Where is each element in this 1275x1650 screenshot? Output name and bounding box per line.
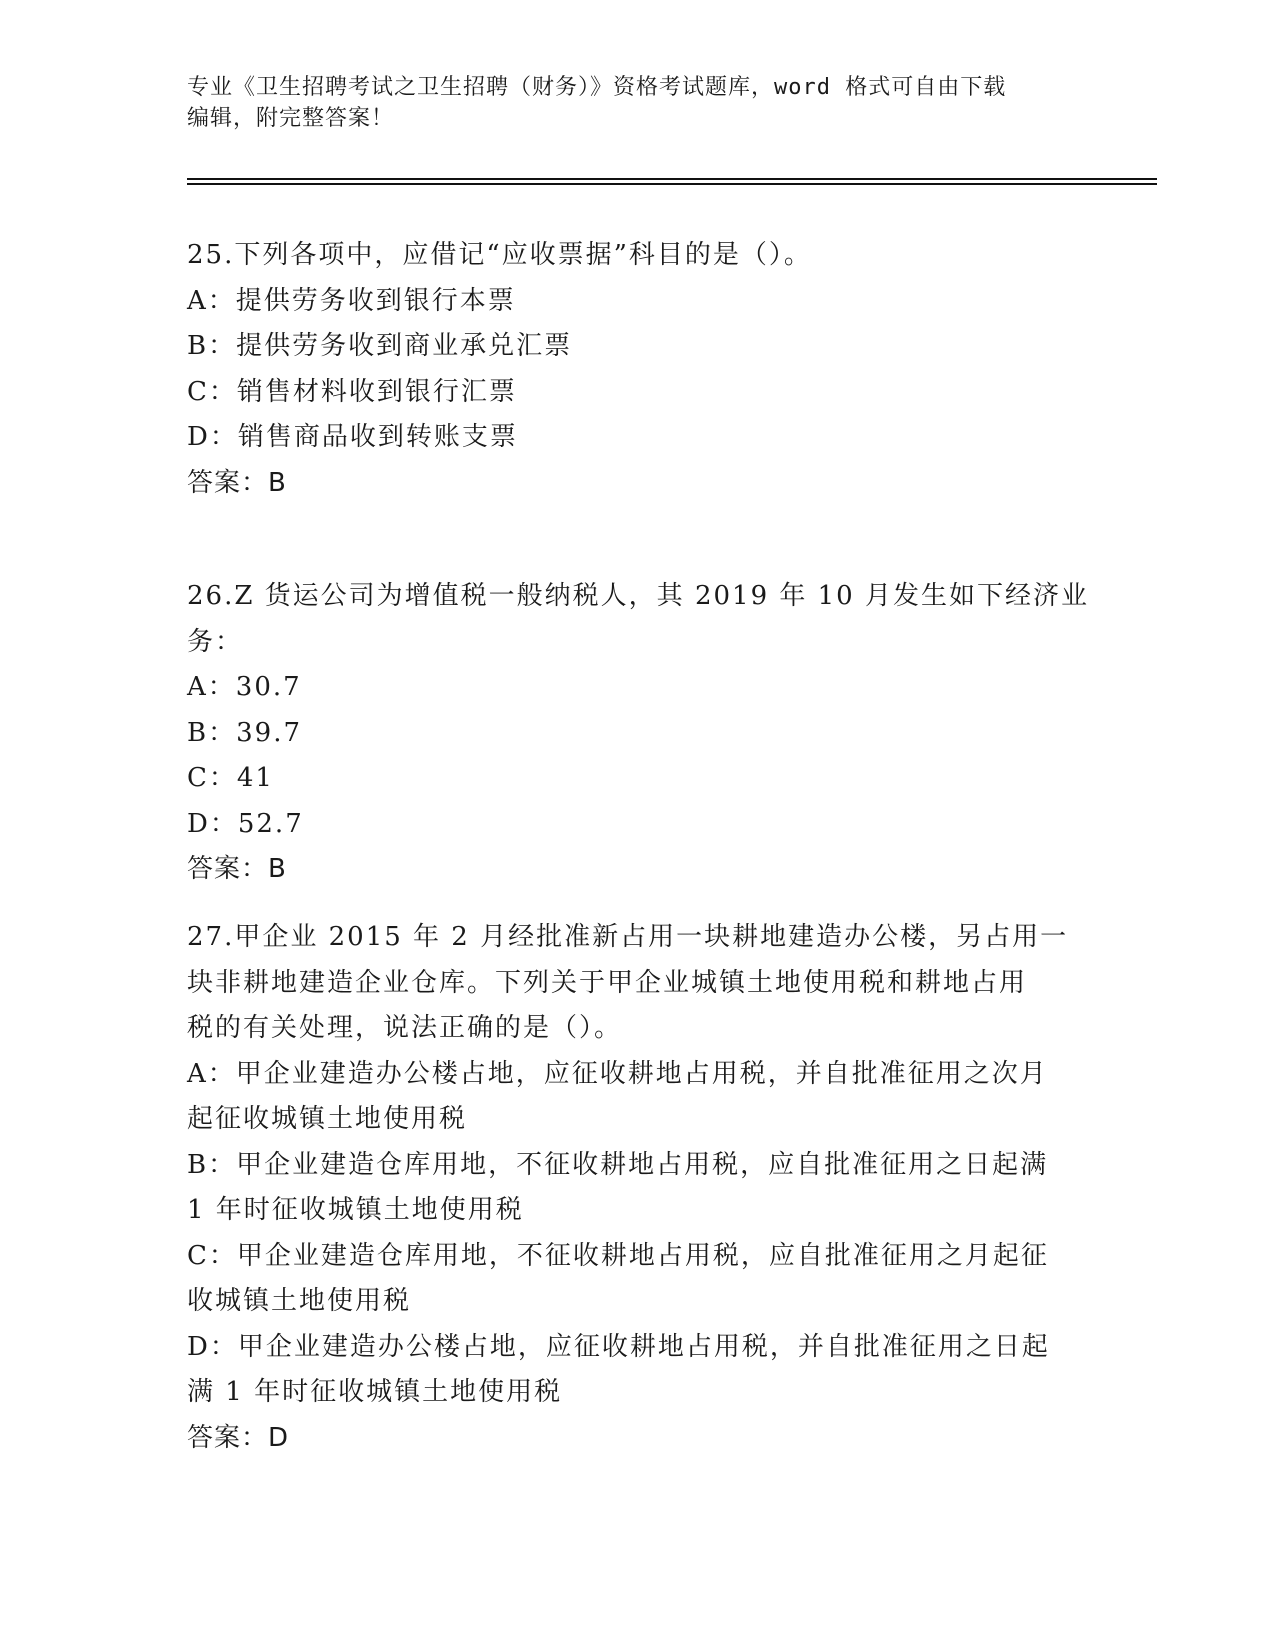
option-c: C：甲企业建造仓库用地，不征收耕地占用税，应自批准征用之月起征	[187, 1240, 1049, 1271]
question-stem-continued: 税的有关处理，说法正确的是（）。	[187, 1013, 623, 1043]
question-stem-continued: 务：	[187, 626, 244, 657]
option-a: A：30.7	[187, 672, 302, 702]
header-divider-bottom	[187, 183, 1157, 185]
option-c: C：41	[187, 763, 274, 793]
question-block-26	[187, 574, 1087, 893]
option-b-continued: 1 年时征收城镇土地使用税	[187, 1195, 524, 1225]
header-line-1: 专业《卫生招聘考试之卫生招聘（财务）》资格考试题库，word 格式可自由下载	[187, 75, 1007, 100]
answer-label: 答案：B	[187, 467, 287, 498]
answer-label: 答案：D	[187, 1422, 290, 1453]
option-a: A：甲企业建造办公楼占地，应征收耕地占用税，并自批准征用之次月	[187, 1058, 1048, 1089]
question-stem: 25.下列各项中，应借记“应收票据”科目的是（）。	[187, 240, 812, 270]
header-divider-top	[187, 178, 1157, 180]
option-d: D：52.7	[187, 808, 304, 839]
option-d-continued: 满 1 年时征收城镇土地使用税	[187, 1377, 563, 1407]
header-line-2: 编辑，附完整答案！	[187, 106, 395, 131]
option-a-continued: 起征收城镇土地使用税	[187, 1104, 468, 1134]
option-d: D：销售商品收到转账支票	[187, 422, 518, 452]
question-block-25	[187, 233, 1087, 506]
option-b: B：39.7	[187, 717, 302, 748]
answer-label: 答案：B	[187, 854, 287, 884]
question-stem: 26.Z 货运公司为增值税一般纳税人，其 2019 年 10 月发生如下经济业	[187, 581, 1089, 611]
option-c: C：销售材料收到银行汇票	[187, 376, 517, 407]
option-a: A：提供劳务收到银行本票	[187, 285, 516, 316]
option-c-continued: 收城镇土地使用税	[187, 1286, 412, 1316]
option-b: B：甲企业建造仓库用地，不征收耕地占用税，应自批准征用之日起满	[187, 1149, 1049, 1180]
question-stem: 27.甲企业 2015 年 2 月经批准新占用一块耕地建造办公楼，另占用一	[187, 922, 1069, 952]
option-d: D：甲企业建造办公楼占地，应征收耕地占用税，并自批准征用之日起	[187, 1331, 1050, 1362]
question-block-27	[187, 915, 1087, 1461]
document-header	[187, 72, 1087, 134]
question-stem-continued: 块非耕地建造企业仓库。下列关于甲企业城镇土地使用税和耕地占用	[187, 967, 1028, 998]
option-b: B：提供劳务收到商业承兑汇票	[187, 331, 573, 361]
